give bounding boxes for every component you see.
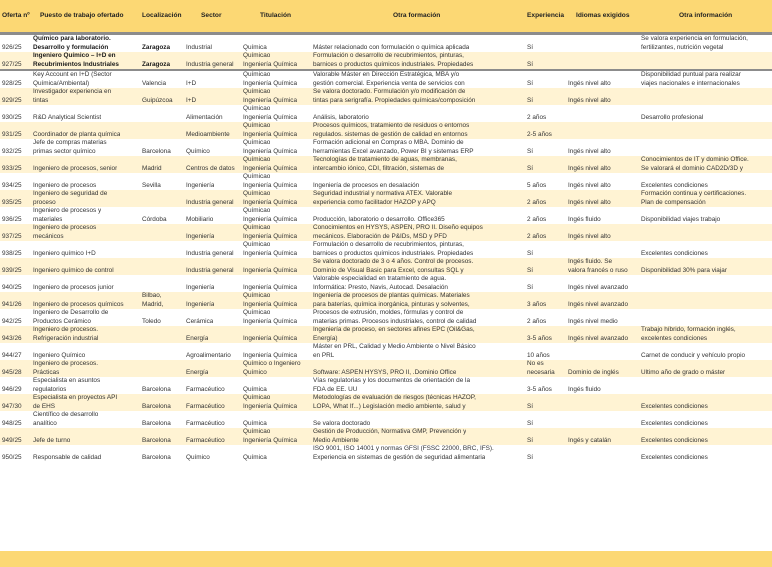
cell-experiencia-line2: necesaria xyxy=(527,368,555,376)
cell-experiencia-line2: Sí xyxy=(527,147,534,155)
cell-localizacion-line2: Barcelona xyxy=(142,436,171,444)
cell-sector-line2: Ingeniería xyxy=(186,232,215,240)
cell-otra-formacion-line2: gestión comercial. Experiencia venta de servicios con xyxy=(313,79,465,87)
cell-titulacion-line2: Química xyxy=(243,385,267,393)
table-body xyxy=(0,35,772,462)
cell-sector-line2: Energía xyxy=(186,334,209,342)
cell-otra-formacion-line2: Producción, laboratorio o desarrollo. Office365 xyxy=(313,215,445,223)
cell-sector-line2: Industria general xyxy=(186,266,234,274)
table-row xyxy=(0,377,772,394)
cell-experiencia-line2: 3 años xyxy=(527,300,547,308)
table-row xyxy=(0,207,772,224)
cell-puesto-line2: mecánicos xyxy=(33,232,64,240)
cell-otra-informacion-line1: Trabajo híbrido, formación inglés, xyxy=(641,326,736,333)
table-header xyxy=(0,0,772,32)
cell-titulacion-line1: Químicao xyxy=(243,394,271,401)
cell-oferta: 945/28 xyxy=(2,368,22,376)
cell-otra-informacion-line2: Excelentes condiciones xyxy=(641,402,708,410)
cell-titulacion-line2: Ingeniería Química xyxy=(243,351,297,359)
cell-idiomas-line2: Ingés nivel avanzado xyxy=(568,283,629,291)
cell-puesto-line1: Especialista en proyectos API xyxy=(33,394,118,401)
cell-experiencia-line2: 2 años xyxy=(527,232,547,240)
cell-experiencia-line2: 2 años xyxy=(527,215,547,223)
cell-otra-formacion-line2: en PRL xyxy=(313,351,335,359)
cell-puesto-line1: Jefe de compras materias xyxy=(33,139,107,146)
table-footer xyxy=(0,551,772,567)
cell-puesto-line2: tintas xyxy=(33,96,49,104)
cell-sector-line2: Farmacéutico xyxy=(186,436,225,444)
cell-puesto-line2: Desarrollo y formulación xyxy=(33,43,109,51)
cell-otra-formacion-line2: Máster relacionado con formulación o química aplicada xyxy=(313,43,470,51)
cell-experiencia-line2: Sí xyxy=(527,79,534,87)
cell-sector-line2: Industria general xyxy=(186,249,234,257)
cell-oferta: 940/25 xyxy=(2,283,22,291)
cell-otra-formacion-line2: barnices o productos químicos industriales. Propiedades xyxy=(313,60,474,68)
cell-puesto-line1: Ingeniero de procesos. xyxy=(33,360,99,367)
cell-otra-formacion-line1: Conocimientos en HYSYS, ASPEN, PRO II. Diseño equipos xyxy=(313,224,483,231)
cell-titulacion-line2: Química xyxy=(243,43,267,51)
cell-titulacion-line2: Ingeniería Química xyxy=(243,130,297,138)
cell-otra-informacion-line2: Disponibilidad 30% para viajar xyxy=(641,266,727,274)
cell-otra-formacion-line2: Software: ASPEN HYSYS, PRO II, .Dominio Office xyxy=(313,368,457,376)
cell-oferta: 948/25 xyxy=(2,419,22,427)
cell-experiencia-line2: Sí xyxy=(527,402,534,410)
cell-puesto-line1: Ingeniero de procesos. xyxy=(33,326,99,333)
cell-titulacion-line1: Químicao xyxy=(243,71,271,78)
cell-otra-formacion-line2: LOPA, What If...) Legislación medio ambiente, salud y xyxy=(313,402,466,410)
cell-otra-informacion-line2: Excelentes condiciones xyxy=(641,419,708,427)
table-row xyxy=(0,139,772,156)
table-row xyxy=(0,173,772,190)
table-row xyxy=(0,445,772,462)
table-row xyxy=(0,360,772,377)
cell-oferta: 934/25 xyxy=(2,181,22,189)
cell-idiomas-line2: Ingés nivel alto xyxy=(568,232,611,240)
cell-titulacion-line1: Químicao xyxy=(243,309,271,316)
cell-idiomas-line2: Ingés y catalán xyxy=(568,436,611,444)
cell-localizacion-line2: Toledo xyxy=(142,317,161,325)
cell-titulacion-line1: Químicao xyxy=(243,190,271,197)
table-row xyxy=(0,428,772,445)
cell-otra-informacion-line2: Plan de compensación xyxy=(641,198,706,206)
cell-localizacion-line2: Zaragoza xyxy=(142,60,171,68)
cell-puesto-line2: Ingeniero de procesos, senior xyxy=(33,164,118,172)
cell-otra-formacion-line2: mecánicos. Elaboración de P&IDs, MSD y PFD xyxy=(313,232,447,240)
cell-otra-formacion-line1: Valorable especialidad en tratamiento de agua. xyxy=(313,275,447,282)
cell-sector-line2: Ingeniería xyxy=(186,181,215,189)
header-otra-formacion: Otra formación xyxy=(393,12,441,19)
cell-otra-formacion-line2: Se valora doctorado xyxy=(313,419,371,427)
cell-titulacion-line2: Ingeniería Química xyxy=(243,181,297,189)
cell-puesto-line1: Key Account en I+D (Sector xyxy=(33,71,112,78)
table-row xyxy=(0,190,772,207)
cell-titulacion-line1: Químicao xyxy=(243,241,271,248)
cell-puesto-line2: Ingeniero de procesos junior xyxy=(33,283,114,291)
cell-oferta: 939/25 xyxy=(2,266,22,274)
cell-idiomas-line2: Ingés nivel alto xyxy=(568,79,611,87)
header-sector: Sector xyxy=(201,12,222,19)
cell-idiomas-line2: Ingés nivel avanzado xyxy=(568,300,629,308)
cell-oferta: 930/25 xyxy=(2,113,22,121)
table-row xyxy=(0,88,772,105)
cell-puesto-line2: Recubrimientos Industriales xyxy=(33,60,119,68)
cell-otra-informacion-line2: Último año de grado o máster xyxy=(641,368,726,376)
cell-otra-formacion-line1: Formación adicional en Compras o MBA. Dominio de xyxy=(313,139,464,146)
header-idiomas: Idiomas exigidos xyxy=(576,12,630,19)
table-row xyxy=(0,71,772,88)
cell-titulacion-line2: Ingeniería Química xyxy=(243,402,297,410)
cell-titulacion-line2: Ingeniería Química xyxy=(243,334,297,342)
cell-otra-formacion-line1: ISO 9001, ISO 14001 y normas GFSI (FSSC 22000, BRC, IFS). xyxy=(313,445,494,452)
cell-idiomas-line2: Ingés fluido xyxy=(568,385,601,393)
cell-otra-informacion-line2: excelentes condiciones xyxy=(641,334,708,342)
cell-puesto-line2: R&D Analytical Scientist xyxy=(33,113,102,121)
cell-otra-formacion-line2: materias primas. Procesos industriales, control de calidad xyxy=(313,317,477,325)
cell-sector-line2: Ingeniería xyxy=(186,300,215,308)
cell-oferta: 931/25 xyxy=(2,130,22,138)
cell-puesto-line1: Ingeniero de procesos y xyxy=(33,207,102,214)
cell-titulacion-line2: Ingeniería Química xyxy=(243,232,297,240)
cell-localizacion-line2: Guipúzcoa xyxy=(142,96,173,104)
cell-idiomas-line2: Ingés nivel avanzado xyxy=(568,334,629,342)
cell-titulacion-line2: Ingeniería Química xyxy=(243,300,297,308)
cell-otra-formacion-line2: Análisis, laboratorio xyxy=(313,113,369,121)
cell-experiencia-line2: 2 años xyxy=(527,317,547,325)
cell-experiencia-line2: Sí xyxy=(527,419,534,427)
cell-otra-formacion-line2: experiencia como facilitador HAZOP y APQ xyxy=(313,198,436,206)
cell-idiomas-line2: valora francés o ruso xyxy=(568,266,628,274)
cell-sector-line2: Industria general xyxy=(186,60,234,68)
table-row xyxy=(0,258,772,275)
cell-puesto-line2: Responsable de calidad xyxy=(33,453,102,461)
cell-otra-formacion-line1: Gestión de Producción, Normativa GMP, Prevención y xyxy=(313,428,467,435)
cell-localizacion-line2: Valencia xyxy=(142,79,167,87)
cell-experiencia-line2: 2-5 años xyxy=(527,130,552,138)
cell-puesto-line2: Jefe de turno xyxy=(33,436,71,444)
cell-idiomas-line2: Dominio de inglés xyxy=(568,368,619,376)
cell-puesto-line2: Productos Cerámico xyxy=(33,317,91,325)
cell-puesto-line2: regulatorios xyxy=(33,385,67,393)
cell-sector-line2: Industria general xyxy=(186,198,234,206)
cell-idiomas-line2: Ingés nivel alto xyxy=(568,147,611,155)
cell-oferta: 935/25 xyxy=(2,198,22,206)
cell-sector-line2: Alimentación xyxy=(186,113,223,121)
cell-experiencia-line2: 3-5 años xyxy=(527,385,552,393)
cell-otra-formacion-line1: Ingeniería de procesos de plantas químicas. Materiales xyxy=(313,292,470,299)
cell-experiencia-line2: Sí xyxy=(527,164,534,172)
table-row xyxy=(0,52,772,71)
cell-titulacion-line2: Ingeniería Química xyxy=(243,266,297,274)
cell-puesto-line2: Coordinador de planta química xyxy=(33,130,121,138)
cell-otra-formacion-line1: Se valora doctorado. Formulación y/o modificación de xyxy=(313,88,466,95)
cell-experiencia-line2: Sí xyxy=(527,453,534,461)
cell-otra-informacion-line2: Se valorará el dominio CAD2D/3D y xyxy=(641,164,743,172)
cell-sector-line2: I+D xyxy=(186,79,197,87)
cell-experiencia-line2: 10 años xyxy=(527,351,550,359)
cell-otra-informacion-line2: viajes nacionales e internacionales xyxy=(641,79,740,87)
cell-puesto-line2: Ingeniero de procesos químicos xyxy=(33,300,124,308)
cell-idiomas-line1: Ingés fluido. Se xyxy=(568,258,613,265)
cell-sector-line2: Agroalimentario xyxy=(186,351,231,359)
cell-idiomas-line2: Ingés nivel alto xyxy=(568,181,611,189)
cell-oferta: 929/25 xyxy=(2,96,22,104)
cell-idiomas-line2: Ingés nivel alto xyxy=(568,198,611,206)
cell-idiomas-line2: Ingés nivel medio xyxy=(568,317,618,325)
cell-puesto-line2: de EHS xyxy=(33,402,56,410)
cell-otra-informacion-line2: Excelentes condiciones xyxy=(641,249,708,257)
cell-sector-line2: Energía xyxy=(186,368,209,376)
cell-sector-line2: Cerámica xyxy=(186,317,214,325)
cell-otra-informacion-line2: Excelentes condiciones xyxy=(641,181,708,189)
table-row xyxy=(0,309,772,326)
cell-oferta: 941/26 xyxy=(2,300,22,308)
cell-otra-formacion-line1: Seguridad industrial y normativa ATEX. Valorable xyxy=(313,190,453,197)
cell-localizacion-line2: Barcelona xyxy=(142,453,171,461)
cell-otra-formacion-line2: FDA de EE. UU xyxy=(313,385,358,393)
cell-localizacion-line2: Madrid xyxy=(142,164,162,172)
header-otra-informacion: Otra información xyxy=(679,12,733,19)
cell-sector-line2: Mobiliario xyxy=(186,215,214,223)
cell-oferta: 943/26 xyxy=(2,334,22,342)
table-row xyxy=(0,122,772,139)
cell-oferta: 926/25 xyxy=(2,43,22,51)
cell-otra-formacion-line2: regulados. sistemas de gestión de calidad en entornos xyxy=(313,130,468,138)
cell-titulacion-line1: Químicao xyxy=(243,52,271,59)
cell-otra-formacion-line1: Ingeniería de proceso, en sectores afines EPC (Oil&Gas, xyxy=(313,326,475,333)
cell-puesto-line2: primas sector químico xyxy=(33,147,96,155)
cell-sector-line2: Medioambiente xyxy=(186,130,230,138)
header-localizacion: Localización xyxy=(142,12,182,19)
cell-puesto-line1: Químico para laboratorio. xyxy=(33,35,111,42)
cell-titulacion-line2: Ingeniería Química xyxy=(243,96,297,104)
cell-titulacion-line1: Químicao xyxy=(243,173,271,180)
cell-sector-line2: Centros de datos xyxy=(186,164,235,172)
cell-otra-informacion-line2: Carnet de conducir y vehículo propio xyxy=(641,351,746,359)
cell-titulacion-line2: Ingeniería Química xyxy=(243,317,297,325)
cell-puesto-line2: Prácticas xyxy=(33,368,60,376)
cell-otra-formacion-line2: herramientas Excel avanzado, Power BI y sistemas ERP xyxy=(313,147,474,155)
table-row xyxy=(0,105,772,122)
cell-localizacion-line2: Barcelona xyxy=(142,419,171,427)
cell-otra-formacion-line2: tintas para serigrafía. Propiedades químicas/composición xyxy=(313,96,476,104)
cell-otra-informacion-line1: Disponibilidad puntual para realizar xyxy=(641,71,741,78)
cell-titulacion-line2: Ingeniería Química xyxy=(243,147,297,155)
cell-titulacion-line2: Ingeniería Química xyxy=(243,283,297,291)
cell-idiomas-line2: Ingés fluido xyxy=(568,215,601,223)
cell-otra-informacion-line1: Formación continua y certificaciones. xyxy=(641,190,747,197)
cell-sector-line2: Farmacéutico xyxy=(186,385,225,393)
header-titulacion: Titulación xyxy=(260,12,292,19)
cell-otra-informacion-line2: Disponibilidad viajes trabajo xyxy=(641,215,721,223)
cell-titulacion-line2: Químico xyxy=(243,368,267,376)
cell-oferta: 938/25 xyxy=(2,249,22,257)
cell-otra-formacion-line1: Formulación o desarrollo de recubrimientos, pinturas, xyxy=(313,241,464,248)
cell-experiencia-line2: 3-5 años xyxy=(527,334,552,342)
header-puesto: Puesto de trabajo ofertado xyxy=(40,12,124,19)
cell-otra-informacion-line1: Se valora experiencia en formulación, xyxy=(641,35,748,42)
cell-experiencia-line1: No es xyxy=(527,360,544,367)
cell-titulacion-line2: Química xyxy=(243,453,267,461)
cell-titulacion-line2: Ingeniería Química xyxy=(243,164,297,172)
cell-otra-formacion-line2: Medio Ambiente xyxy=(313,436,359,444)
cell-idiomas-line2: Ingés nivel alto xyxy=(568,164,611,172)
cell-localizacion-line2: Córdoba xyxy=(142,215,167,223)
cell-otra-informacion-line2: Desarrollo profesional xyxy=(641,113,704,121)
cell-experiencia-line2: Sí xyxy=(527,266,534,274)
cell-sector-line2: Farmacéutico xyxy=(186,402,225,410)
cell-titulacion-line2: Ingeniería Química xyxy=(243,436,297,444)
cell-puesto-line2: Química/Ambiental) xyxy=(33,79,90,87)
cell-otra-formacion-line1: Metodologías de evaluación de riesgos (técnicas HAZOP, xyxy=(313,394,476,401)
cell-oferta: 946/29 xyxy=(2,385,22,393)
cell-oferta: 944/27 xyxy=(2,351,22,359)
cell-puesto-line2: Ingeniero Químico xyxy=(33,351,86,359)
table-row xyxy=(0,326,772,343)
cell-puesto-line2: analítico xyxy=(33,419,57,427)
cell-titulacion-line1: Químicao xyxy=(243,428,271,435)
cell-oferta: 927/25 xyxy=(2,60,22,68)
cell-localizacion-line2: Barcelona xyxy=(142,402,171,410)
cell-experiencia-line2: Sí xyxy=(527,96,534,104)
table-row xyxy=(0,156,772,173)
cell-titulacion-line1: Químico o Ingeniero xyxy=(243,360,301,367)
cell-oferta: 932/25 xyxy=(2,147,22,155)
cell-oferta: 949/25 xyxy=(2,436,22,444)
cell-experiencia-line2: Sí xyxy=(527,249,534,257)
cell-otra-informacion-line2: fertilizantes, nutrición vegetal xyxy=(641,43,724,51)
cell-oferta: 937/25 xyxy=(2,232,22,240)
cell-titulacion-line1: Químicao xyxy=(243,139,271,146)
cell-experiencia-line2: 2 años xyxy=(527,113,547,121)
table-row xyxy=(0,411,772,428)
cell-otra-formacion-line1: Máster en PRL, Calidad y Medio Ambiente o Nivel Básico xyxy=(313,343,476,350)
cell-experiencia-line2: Sí xyxy=(527,60,534,68)
cell-puesto-line1: Especialista en asuntos xyxy=(33,377,101,384)
cell-puesto-line2: Ingeniero químico de control xyxy=(33,266,114,274)
cell-sector-line2: Químico xyxy=(186,453,210,461)
cell-puesto-line2: materiales xyxy=(33,215,63,223)
cell-titulacion-line2: Química xyxy=(243,419,267,427)
cell-titulacion-line2: Ingeniería Química xyxy=(243,60,297,68)
cell-titulacion-line1: Químicao xyxy=(243,224,271,231)
cell-titulacion-line2: Ingeniería Química xyxy=(243,198,297,206)
cell-localizacion-line2: Zaragoza xyxy=(142,43,171,51)
cell-oferta: 950/25 xyxy=(2,453,22,461)
cell-titulacion-line1: Químicao xyxy=(243,207,271,214)
cell-otra-formacion-line2: Energía) xyxy=(313,334,338,342)
cell-sector-line2: I+D xyxy=(186,96,197,104)
cell-localizacion-line2: Sevilla xyxy=(142,181,161,189)
cell-experiencia-line2: 2 años xyxy=(527,198,547,206)
cell-titulacion-line1: Químicao xyxy=(243,292,271,299)
cell-sector-line2: Industrial xyxy=(186,43,212,51)
cell-oferta: 936/25 xyxy=(2,215,22,223)
cell-otra-formacion-line2: Ingeniería de procesos en desalación xyxy=(313,181,420,189)
cell-titulacion-line2: Ingeniería Química xyxy=(243,249,297,257)
cell-otra-formacion-line2: para baterías, química inorgánica, pinturas y solventes, xyxy=(313,300,470,308)
table-row xyxy=(0,241,772,258)
cell-idiomas-line2: Ingés nivel alto xyxy=(568,96,611,104)
cell-localizacion-line2: Barcelona xyxy=(142,385,171,393)
cell-localizacion-line1: Bilbao, xyxy=(142,292,162,299)
cell-otra-formacion-line2: intercambio iónico, CDI, filtración, sistemas de xyxy=(313,164,445,172)
cell-otra-formacion-line1: Vías regulatorias y los documentos de orientación de la xyxy=(313,377,471,384)
cell-puesto-line2: Ingeniero de procesos xyxy=(33,181,97,189)
cell-titulacion-line1: Químicao xyxy=(243,105,271,112)
cell-otra-formacion-line1: Se valora doctorado de 3 o 4 años. Control de procesos. xyxy=(313,258,474,265)
cell-titulacion-line1: Químicao xyxy=(243,156,271,163)
cell-oferta: 928/25 xyxy=(2,79,22,87)
table-row xyxy=(0,224,772,241)
cell-puesto-line2: proceso xyxy=(33,198,56,206)
cell-otra-formacion-line2: Dominio de Visual Basic para Excel, consultas SQL y xyxy=(313,266,464,274)
cell-otra-informacion-line2: Excelentes condiciones xyxy=(641,436,708,444)
cell-sector-line2: Químico xyxy=(186,147,210,155)
cell-puesto-line1: Ingeniero Químico – I+D en xyxy=(33,52,116,59)
cell-sector-line2: Farmacéutico xyxy=(186,419,225,427)
cell-otra-informacion-line1: Conocimientos de IT y dominio Office. xyxy=(641,156,749,163)
cell-puesto-line1: Investigador experiencia en xyxy=(33,88,112,95)
cell-titulacion-line2: Ingeniería Química xyxy=(243,215,297,223)
cell-otra-formacion-line2: Experiencia en sistemas de gestión de seguridad alimentaria xyxy=(313,453,486,461)
cell-otra-formacion-line1: Formulación o desarrollo de recubrimientos, pinturas, xyxy=(313,52,464,59)
cell-experiencia-line2: Sí xyxy=(527,43,534,51)
table-row xyxy=(0,292,772,309)
cell-otra-formacion-line2: barnices o productos químicos industriales. Propiedades xyxy=(313,249,474,257)
cell-puesto-line1: Ingeniero de seguridad de xyxy=(33,190,108,197)
cell-otra-formacion-line1: Procesos químicos, tratamiento de residuos o entornos xyxy=(313,122,470,129)
cell-otra-formacion-line1: Valorable Máster en Dirección Estratégica, MBA y/o xyxy=(313,71,460,78)
cell-otra-formacion-line2: Informática: Presto, Navis, Autocad. Desalación xyxy=(313,283,448,291)
cell-otra-informacion-line2: Excelentes condiciones xyxy=(641,453,708,461)
header-experiencia: Experiencia xyxy=(527,12,565,19)
cell-localizacion-line2: Barcelona xyxy=(142,147,171,155)
table-row xyxy=(0,35,772,52)
cell-puesto-line2: Ingeniero químico I+D xyxy=(33,249,96,257)
cell-experiencia-line2: 5 años xyxy=(527,181,547,189)
cell-localizacion-line2: Madrid, xyxy=(142,300,164,308)
header-oferta: Oferta nº xyxy=(2,12,30,19)
cell-puesto-line1: Ingeniero de procesos xyxy=(33,224,97,231)
cell-titulacion-line1: Químicao xyxy=(243,122,271,129)
table-row xyxy=(0,343,772,360)
cell-titulacion-line2: Ingeniería Química xyxy=(243,79,297,87)
cell-sector-line2: Ingeniería xyxy=(186,283,215,291)
cell-oferta: 942/25 xyxy=(2,317,22,325)
cell-titulacion-line2: Ingeniería Química xyxy=(243,113,297,121)
cell-experiencia-line2: Sí xyxy=(527,436,534,444)
cell-oferta: 933/25 xyxy=(2,164,22,172)
cell-oferta: 947/30 xyxy=(2,402,22,410)
cell-puesto-line2: Refrigeración industrial xyxy=(33,334,99,342)
cell-titulacion-line1: Químicao xyxy=(243,88,271,95)
table-row xyxy=(0,275,772,292)
cell-experiencia-line2: Sí xyxy=(527,283,534,291)
cell-otra-formacion-line1: Tecnologías de tratamiento de aguas, membranas, xyxy=(313,156,457,163)
cell-puesto-line1: Científico de desarrollo xyxy=(33,411,99,418)
cell-puesto-line1: Ingeniero de Desarrollo de xyxy=(33,309,109,316)
cell-otra-formacion-line1: Procesos de extrusión, moldes, fórmulas y control de xyxy=(313,309,464,316)
table-row xyxy=(0,394,772,411)
